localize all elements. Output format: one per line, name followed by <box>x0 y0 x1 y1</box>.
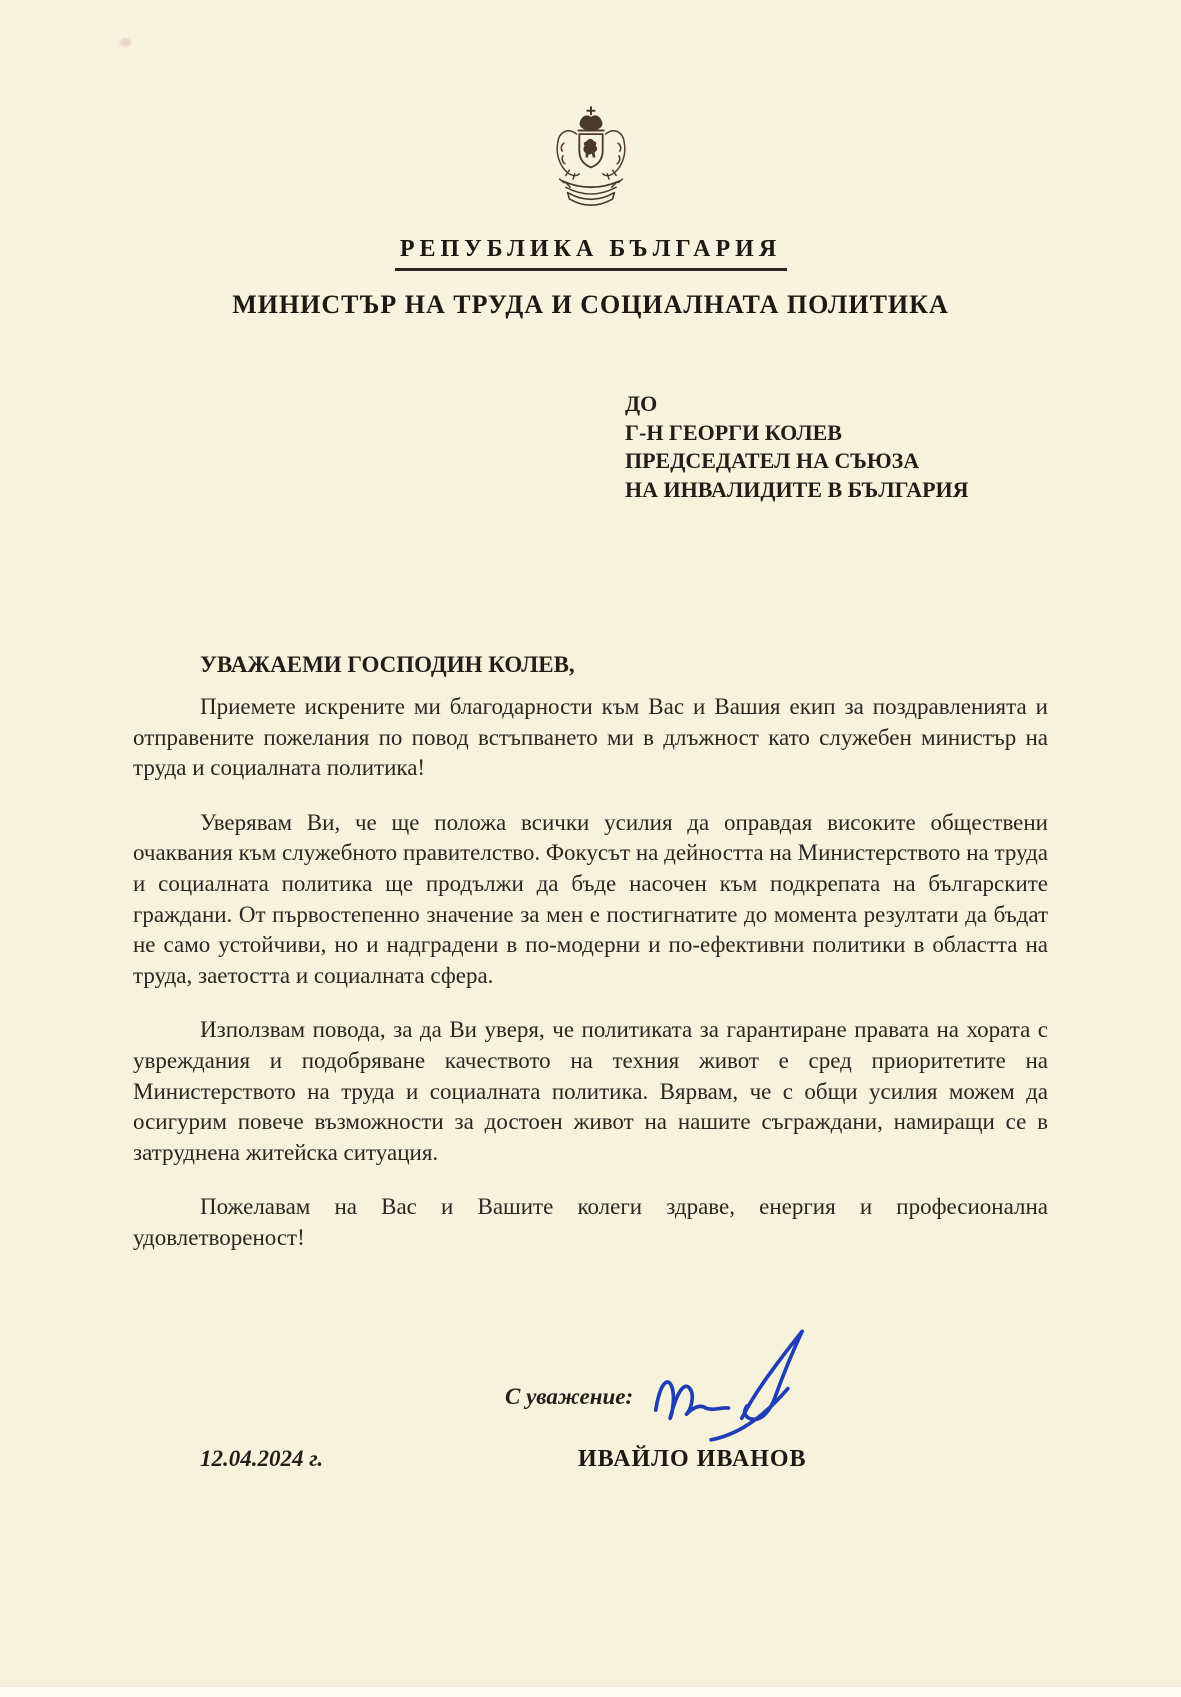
recipient-line-role-1: ПРЕДСЕДАТЕЛ НА СЪЮЗА <box>625 448 920 473</box>
ministry-title: МИНИСТЪР НА ТРУДА И СОЦИАЛНАТА ПОЛИТИКА <box>232 290 949 319</box>
paragraph-2: Уверявам Ви, че ще положа всички усилия да оправдая високите обществени очаквания към служебното правителство. Фокусът на дейността на Министерството на труда и социалната политика ще продължи да бъде насочен към подкрепата на българските граждани. От първостепенно значение за мен е постигнатите до момента резултати да бъдат не само устойчиви, но и надградени в по-модерни и по-ефективни политики в областта на труда, заетостта и социалната сфера. <box>133 809 1048 988</box>
recipient-line-name: Г-Н ГЕОРГИ КОЛЕВ <box>625 419 842 445</box>
scan-edge <box>0 1686 1181 1697</box>
title-underline <box>395 268 787 271</box>
bottom-row <box>133 1446 1048 1480</box>
signer-name: ИВАЙЛО ИВАНОВ <box>578 1445 807 1472</box>
closing-label: С уважение: <box>505 1383 634 1409</box>
paragraph-1: Приемете искрените ми благодарности към Вас и Вашия екип за поздравленията и отправените пожелания по повод встъпването ми в длъжност като служебен министър на труда и социалната политика! <box>133 694 1048 781</box>
date-label: 12.04.2024 г. <box>200 1445 324 1471</box>
recipient-block <box>625 390 1181 504</box>
letter-body <box>133 652 1048 1254</box>
recipient-line-to: ДО <box>625 391 658 416</box>
recipient-line-role-2: НА ИНВАЛИДИТЕ В БЪЛГАРИЯ <box>625 476 969 502</box>
signature-icon <box>638 1320 823 1448</box>
coat-of-arms-svg <box>537 103 645 221</box>
coat-of-arms-icon <box>535 103 647 226</box>
scan-artifact <box>120 38 131 47</box>
salutation: УВАЖАЕМИ ГОСПОДИН КОЛЕВ, <box>200 652 575 677</box>
closing-row <box>133 1384 1048 1418</box>
paragraph-4: Пожелавам на Вас и Вашите колеги здраве, енергия и професионална удовлетвореност! <box>133 1194 1048 1250</box>
paragraph-3: Използвам повода, за да Ви уверя, че политиката за гарантиране правата на хората с увреждания и подобряване качеството на техния живот е сред приоритетите на Министерството на труда и социалната политика. Вярвам, че с общи усилия можем да осигурим повече възможности за достоен живот на нашите съграждани, намиращи се в затруднена житейска ситуация. <box>133 1017 1048 1165</box>
country-title: РЕПУБЛИКА БЪЛГАРИЯ <box>399 236 782 262</box>
